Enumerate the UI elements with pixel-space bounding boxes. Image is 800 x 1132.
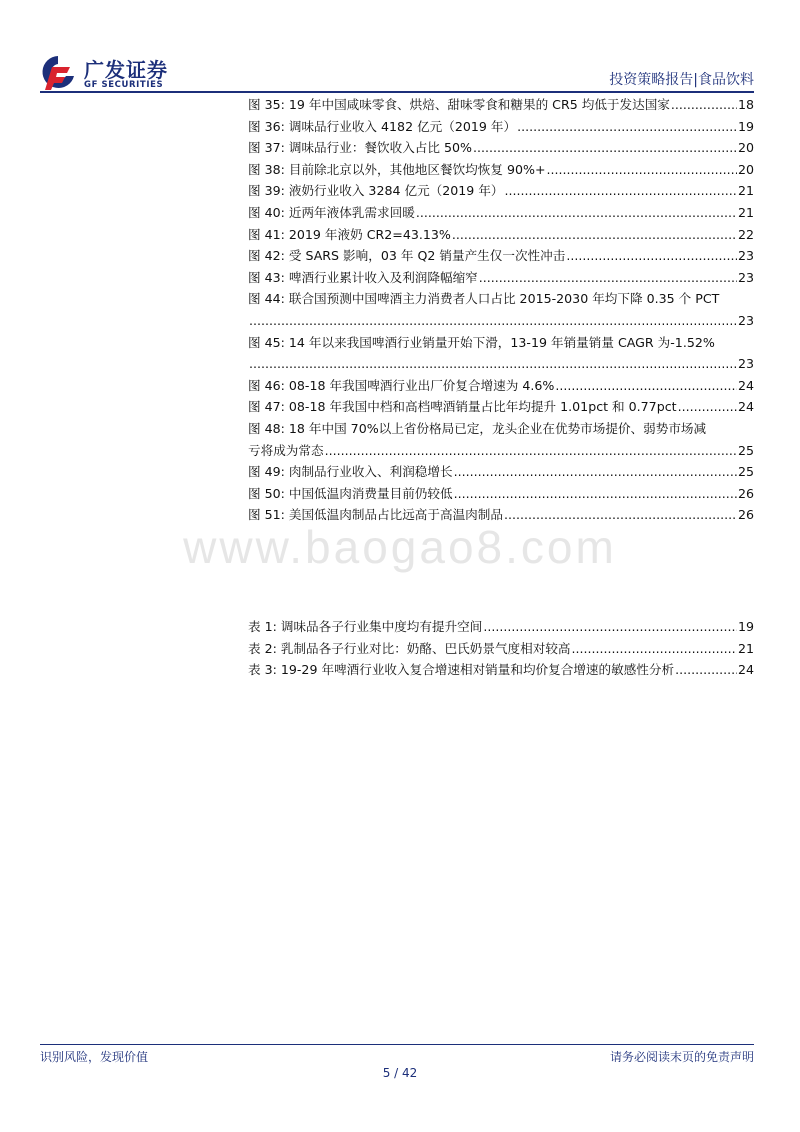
footer-divider: [40, 1044, 754, 1045]
toc-entry-label: 图 36: 调味品行业收入 4182 亿元（2019 年）: [248, 118, 517, 134]
toc-entry-label: 表 2: 乳制品各子行业对比：奶酪、巴氏奶景气度相对较高: [248, 640, 571, 656]
toc-entry-label: 图 43: 啤酒行业累计收入及利润降幅缩窄: [248, 269, 478, 285]
dot-leader: [416, 202, 737, 224]
toc-entry[interactable]: [248, 224, 754, 246]
toc-entry-page: 22: [737, 226, 754, 242]
gf-securities-logo: [40, 54, 190, 92]
toc-entry-label: 图 37: 调味品行业：餐饮收入占比 50%: [248, 140, 472, 156]
toc-entry[interactable]: [248, 638, 754, 660]
dot-leader: [675, 659, 737, 681]
toc-entry[interactable]: [248, 461, 754, 483]
toc-entry-page: 24: [737, 662, 754, 678]
toc-entry-label: 图 40: 近两年液体乳需求回暖: [248, 204, 415, 220]
toc-entry[interactable]: [248, 375, 754, 397]
toc-entry-label: 图 42: 受 SARS 影响，03 年 Q2 销量产生仅一次性冲击: [248, 248, 566, 264]
logo-name: 广发证券: [84, 58, 168, 82]
dot-leader: [483, 616, 737, 638]
figures-index: [248, 94, 754, 526]
header-divider: [40, 91, 754, 93]
dot-leader: [517, 116, 737, 138]
toc-entry[interactable]: [248, 137, 754, 159]
logo-subtitle: GF SECURITIES: [84, 80, 164, 90]
toc-entry[interactable]: [248, 202, 754, 224]
toc-entry[interactable]: [248, 245, 754, 267]
toc-entry-page: 23: [737, 312, 754, 328]
toc-entry[interactable]: [248, 94, 754, 116]
page-number: 5 / 42: [382, 1066, 418, 1080]
dot-leader: [479, 267, 737, 289]
toc-entry-page: 20: [737, 140, 754, 156]
toc-entry-page: 26: [737, 507, 754, 523]
toc-entry[interactable]: [248, 418, 754, 461]
dot-leader: [572, 638, 737, 660]
toc-entry-page: 19: [737, 118, 754, 134]
toc-entry[interactable]: [248, 159, 754, 181]
toc-entry-page: 23: [737, 269, 754, 285]
dot-leader: [454, 483, 737, 505]
dot-leader: [473, 137, 737, 159]
toc-entry-label: 图 41: 2019 年液奶 CR2=43.13%: [248, 226, 451, 242]
toc-entry-label: 表 1: 调味品各子行业集中度均有提升空间: [248, 619, 483, 634]
footer-disclaimer: 请务必阅读末页的免责声明: [609, 1050, 754, 1064]
toc-entry-label: 图 47: 08-18 年我国中档和高档啤酒销量占比年均提升 1.01pct 和 0.77pct: [248, 399, 677, 415]
toc-entry-label: 图 50: 中国低温肉消费量目前仍较低: [248, 485, 453, 501]
watermark: www.baogao8.com: [183, 521, 617, 573]
tables-index: [248, 616, 754, 681]
toc-entry-page: 21: [737, 204, 754, 220]
toc-entry-label: 图 39: 液奶行业收入 3284 亿元（2019 年）: [248, 183, 504, 199]
toc-entry-page: 26: [737, 485, 754, 501]
dot-leader: [452, 224, 737, 246]
toc-entry-page: 18: [737, 97, 754, 112]
dot-leader: [566, 245, 737, 267]
toc-entry-page: 24: [737, 377, 754, 393]
toc-entry-label: 图 46: 08-18 年我国啤酒行业出厂价复合增速为 4.6%: [248, 377, 555, 393]
toc-entry-label: 图 48: 18 年中国 70%以上省份格局已定，龙头企业在优势市场提价、弱势市场减: [248, 420, 707, 436]
dot-leader: [325, 440, 737, 462]
page-header: [0, 0, 800, 100]
toc-entry-page: 25: [737, 442, 754, 458]
toc-entry-label: 图 35: 19 年中国咸味零食、烘焙、甜味零食和糖果的 CR5 均低于发达国家: [248, 97, 670, 112]
dot-leader: [555, 375, 737, 397]
toc-entry-label: 图 49: 肉制品行业收入、利润稳增长: [248, 464, 453, 480]
toc-entry-page: 19: [737, 619, 754, 634]
toc-entry-page: 24: [737, 399, 754, 415]
report-type: 投资策略报告|食品饮料: [609, 72, 754, 88]
toc-entry-page: 23: [737, 356, 754, 372]
toc-entry[interactable]: [248, 288, 754, 331]
toc-entry[interactable]: [248, 116, 754, 138]
dot-leader: [249, 310, 737, 332]
gf-logo-icon: [40, 54, 76, 92]
dot-leader: [249, 353, 737, 375]
toc-entry[interactable]: [248, 659, 754, 681]
dot-leader: [454, 461, 737, 483]
toc-entry-label: 图 45: 14 年以来我国啤酒行业销量开始下滑，13-19 年销量销量 CAGR 为-1.52%: [248, 334, 715, 350]
toc-entry-label: 表 3: 19-29 年啤酒行业收入复合增速相对销量和均价复合增速的敏感性分析: [248, 662, 675, 678]
toc-entry[interactable]: [248, 332, 754, 375]
dot-leader: [678, 396, 737, 418]
toc-entry-page: 23: [737, 248, 754, 264]
toc-entry-page: 21: [737, 183, 754, 199]
toc-entry[interactable]: [248, 180, 754, 202]
dot-leader: [505, 180, 737, 202]
toc-entry[interactable]: [248, 396, 754, 418]
toc-entry-label: 图 38: 目前除北京以外，其他地区餐饮均恢复 90%+: [248, 161, 546, 177]
dot-leader: [547, 159, 737, 181]
toc-entry-label: 图 44: 联合国预测中国啤酒主力消费者人口占比 2015-2030 年均下降 0.35 个 PCT: [248, 291, 720, 307]
toc-entry-page: 25: [737, 464, 754, 480]
toc-entry-page: 20: [737, 161, 754, 177]
toc-entry[interactable]: [248, 483, 754, 505]
toc-entry-label-continued: 亏将成为常态: [248, 442, 324, 458]
toc-entry-label: 图 51: 美国低温肉制品占比远高于高温肉制品: [248, 507, 503, 523]
dot-leader: [671, 94, 737, 116]
toc-entry[interactable]: [248, 267, 754, 289]
toc-entry-page: 21: [737, 640, 754, 656]
toc-entry[interactable]: [248, 616, 754, 638]
footer-slogan: 识别风险，发现价值: [40, 1050, 149, 1064]
